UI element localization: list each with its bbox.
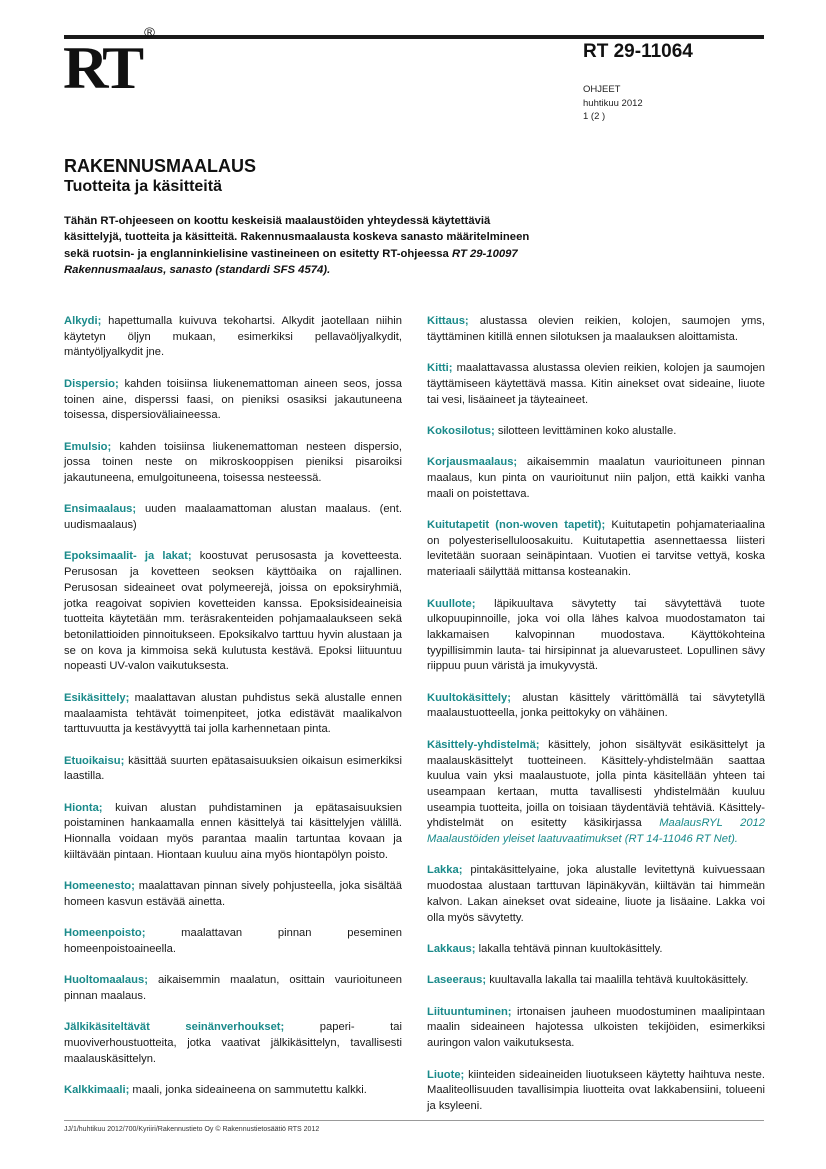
glossary-term: Laseeraus; [427, 974, 487, 987]
glossary-entry [427, 738, 765, 848]
glossary-definition: irtonaisen jauheen muodostuminen maalipintaan maalin sideaineen hajotessa ulkoisten tekijöiden, esimerkiksi auringon valon vaikutuksesta. [427, 1005, 765, 1050]
glossary-term: Kokosilotus; [427, 424, 495, 437]
glossary-term: Hionta; [64, 801, 103, 814]
glossary-entry [64, 691, 402, 738]
glossary-term: Käsittely-yhdistelmä; [427, 738, 540, 751]
glossary-entry [427, 1005, 765, 1052]
glossary-term: Homeenesto; [64, 880, 135, 893]
right-column [427, 314, 765, 1130]
glossary-definition: aikaisemmin maalatun, osittain vaurioituneen pinnan maalaus. [64, 974, 402, 1003]
glossary-entry [64, 754, 402, 785]
glossary-definition: maalattavan alustan puhdistus sekä alustalle ennen maalaamista tehtävät toimenpiteet, jotka edistävät maalikalvon tarttuvuutta ja kestävyyttä tai jolla karhennetaan pinta. [64, 691, 402, 736]
glossary-term: Homeenpoisto; [64, 927, 146, 940]
glossary-entry [64, 926, 402, 957]
glossary-term: Emulsio; [64, 440, 112, 453]
logo-text: RT [63, 35, 140, 101]
intro-reference: RT 29-10097 Rakennusmaalaus, sanasto (standardi SFS 4574). [64, 247, 518, 276]
glossary-term: Kitti; [427, 362, 453, 375]
glossary-term: Alkydi; [64, 315, 102, 327]
glossary-definition: kahden toisiinsa liukenemattoman nesteen dispersio, jossa toinen neste on mikroskooppisen pieniksi pisaroiksi jakautuneena, emulgoituneena, toisessa nesteessä. [64, 440, 402, 484]
glossary-definition: paperi- tai muoviverhoustuotteita, jotka vaativat jälkikäsittelyn, tavallisesti maalauskäsittelyn. [64, 1021, 403, 1065]
registered-mark: ® [144, 24, 155, 40]
glossary-definition: kahden toisiinsa liukenemattoman aineen seos, jossa toinen aine, disperssi faasi, on pieniksi osasiksi jakautuneena toisessa, dispersioväliaineessa. [64, 377, 402, 422]
glossary-definition: Kuitutapetin pohjamateriaalina on polyesteriselluloosakuitu. Kuitutapettia asennettaessa liisteri levitetään suoraan seinäpintaan. Vuotien ei tarvitse vettyä, koska materiaali säilyttää mittansa kosteanakin. [427, 519, 766, 579]
glossary-term: Epoksimaalit- ja lakat; [64, 550, 192, 563]
glossary-term: Kittaus; [427, 315, 469, 327]
glossary-term: Jälkikäsiteltävät seinänverhoukset; [64, 1021, 285, 1034]
glossary-entry [64, 314, 402, 361]
glossary-definition: aikaisemmin maalatun vaurioituneen pinnan maalaus, kun pinta on vaurioitunut niin paljon, että kaikki vanha maali on poistettava. [427, 456, 765, 500]
glossary-definition: käsittää suurten epätasaisuuksien oikaisun esimerkiksi laastilla. [64, 754, 402, 783]
page-number: 1 (2 ) [583, 111, 606, 122]
glossary-entry [427, 455, 765, 502]
glossary-term: Esikäsittely; [64, 691, 130, 704]
glossary-term: Etuoikaisu; [64, 754, 125, 767]
glossary-definition: hapettumalla kuivuva tekohartsi. Alkydit jaotellaan niihin käytetyn öljyn mukaan, esimerkiksi pellavaöljyalkydit, mäntyöljyalkydit jne. [64, 315, 402, 359]
glossary-term: Lakka; [427, 864, 463, 877]
glossary-definition: koostuvat perusosasta ja kovetteesta. Perusosan ja kovetteen seoksen käyttöaika on rajallinen. Perusosan sideaineet ovat polymeerejä, joissa on epoksiryhmiä, jotka reagoivat sopivien kovetteiden kanssa. Epoksisideaineisia tuotteita käytetään mm. teräsrakenteiden pohjamaalaukseen sekä betonilattioiden pinnoitukseen. Epoksikalvo tarttuu hyvin alustaan ja se on kova ja kimmoisa sekä kulutusta kestävä. Epoksi liituuntuu nopeasti UV-valon vaikutuksesta. [64, 550, 402, 673]
glossary-definition: uuden maalaamattoman alustan maalaus. (ent. uudismaalaus) [64, 503, 402, 532]
glossary-entry [427, 424, 765, 440]
glossary-definition: maalattavassa alustassa olevien reikien, kolojen ja saumojen täyttämiseen käytettävä massa. Kitin ainekset ovat sideaine, liuote tai vesi, lisäaineet ja täyteaineet. [427, 362, 765, 406]
glossary-term: Huoltomaalaus; [64, 974, 148, 987]
glossary-term: Kuitutapetit (non-woven tapetit); [427, 519, 606, 532]
glossary-entry [64, 377, 402, 424]
glossary-definition: maalattavan pinnan peseminen homeenpoistoaineella. [64, 927, 402, 955]
glossary-definition: alustan käsittely värittömällä tai sävytetyllä maalaustuotteella, jonka peittokyky on vähäinen. [427, 691, 765, 720]
glossary-entry [427, 597, 765, 676]
page-subtitle: Tuotteita ja käsitteitä [64, 178, 222, 195]
glossary-definition: kiinteiden sideaineiden liuotukseen käytetty haihtuva neste. Maaliteollisuuden tavallisimpia liuotteita ovat lakkabensiini, tolueeni ja ksyleeni. [427, 1068, 765, 1112]
glossary-definition: kuivan alustan puhdistaminen ja epätasaisuuksien poistaminen hankaamalla ennen käsittelyä tai käsittelyjen välillä. Hionnalla voidaan myös parantaa maalin tartuntaa kovaan ja kiiltävään pintaan. Hiontaan kuuluu aina myös hiontapölyn poisto. [64, 801, 402, 861]
glossary-entry [427, 691, 765, 722]
glossary-term: Korjausmaalaus; [427, 456, 518, 469]
glossary-term: Kuullote; [427, 597, 476, 610]
glossary-term: Lakkaus; [427, 942, 476, 955]
page-title: RAKENNUSMAALAUS [64, 156, 256, 176]
left-column [64, 314, 402, 1115]
glossary-definition: lakalla tehtävä pinnan kuultokäsittely. [475, 942, 663, 955]
intro-paragraph [64, 213, 534, 278]
glossary-entry [64, 440, 402, 487]
glossary-definition: maalattavan pinnan sively pohjusteella, joka sisältää homeen kasvun estävää ainetta. [64, 880, 402, 908]
glossary-entry [427, 518, 765, 581]
document-category: OHJEET [583, 84, 621, 95]
glossary-entry [64, 879, 402, 910]
glossary-definition: maali, jonka sideaineena on sammutettu kalkki. [129, 1084, 367, 1097]
glossary-entry [64, 801, 402, 864]
glossary-entry [64, 1020, 402, 1067]
glossary-entry [64, 549, 402, 675]
glossary-term: Kalkkimaali; [64, 1084, 130, 1097]
footer-text: JJ/1/huhtikuu 2012/700/Kyriiri/Rakennustieto Oy © Rakennustietosäätiö RTS 2012 [64, 1126, 320, 1133]
glossary-entry [64, 502, 402, 533]
intro-text: Tähän RT-ohjeeseen on koottu keskeisiä maalaustöiden yhteydessä käytettäviä käsittelyjä, tuotteita ja käsitteitä. Rakennusmaalausta koskeva sanasto määritelmineen sekä ruotsin- ja englanninkielisine vastineineen on esitetty RT-ohjeessa [64, 215, 530, 260]
rt-logo [63, 24, 155, 101]
glossary-entry [427, 973, 765, 989]
glossary-term: Dispersio; [64, 377, 119, 390]
glossary-reference-link[interactable]: MaalausRYL 2012 Maalaustöiden yleiset laatuvaatimukset (RT 14-11046 RT Net). [427, 817, 765, 846]
glossary-entry [427, 314, 765, 345]
glossary-entry [64, 1083, 402, 1099]
glossary-entry [427, 863, 765, 926]
glossary-entry [427, 361, 765, 408]
glossary-definition: silotteen levittäminen koko alustalle. [494, 424, 677, 437]
header-rule [64, 35, 764, 39]
glossary-entry [64, 973, 402, 1004]
glossary-term: Liuote; [427, 1068, 465, 1081]
glossary-entry [427, 942, 765, 958]
glossary-definition: läpikuultava sävytetty tai sävytettävä tuote ulkopuupinnoille, joka voi olla lähes kalvoa muodostamaton tai lakkamaisen kalvopinnan muodostava. Käyttökohteina tyypillisimmin lauta- tai hirsipinnat ja aluevarusteet. Lopullinen sävy riippuu puun väristä ja imukyvystä. [427, 597, 765, 673]
glossary-entry [427, 1068, 765, 1115]
document-date: huhtikuu 2012 [583, 97, 643, 109]
glossary-definition: käsittely, johon sisältyvät esikäsittelyt ja maalauskäsittelyt tuotteineen. Käsittely-yhdistelmään saattaa kuulua vain yksi maalaustuote, jolla pinta käsitellään yhteen tai useampaan kertaan, mutta tavallisesti yhdistelmään kuuluu useampia tuotteita, joilla on toisiaan täydentäviä tehtäviä. Käsittely-yhdistelmät on esitetty käsikirjassa [427, 738, 765, 830]
document-number: RT 29-11064 [583, 41, 693, 62]
glossary-definition: alustassa olevien reikien, kolojen, saumojen yms, täyttäminen kitillä ennen silotuksen ja maalauksen aloittamista. [427, 315, 765, 343]
glossary-definition: kuultavalla lakalla tai maalilla tehtävä kuultokäsittely. [486, 974, 749, 987]
glossary-term: Kuultokäsittely; [427, 691, 511, 704]
glossary-definition: pintakäsittelyaine, joka alustalle levitettynä kuivuessaan muodostaa alustaan tarttuvan läpinäkyvän, kiiltävän tai himmeän kalvon. Lakan ainekset ovat sideaine, liuote ja lisäaine. Lakka voi olla myös sävytetty. [427, 864, 765, 924]
document-meta [583, 83, 643, 124]
glossary-term: Ensimaalaus; [64, 503, 137, 516]
footer-rule [64, 1120, 764, 1121]
glossary-term: Liituuntuminen; [427, 1005, 512, 1018]
